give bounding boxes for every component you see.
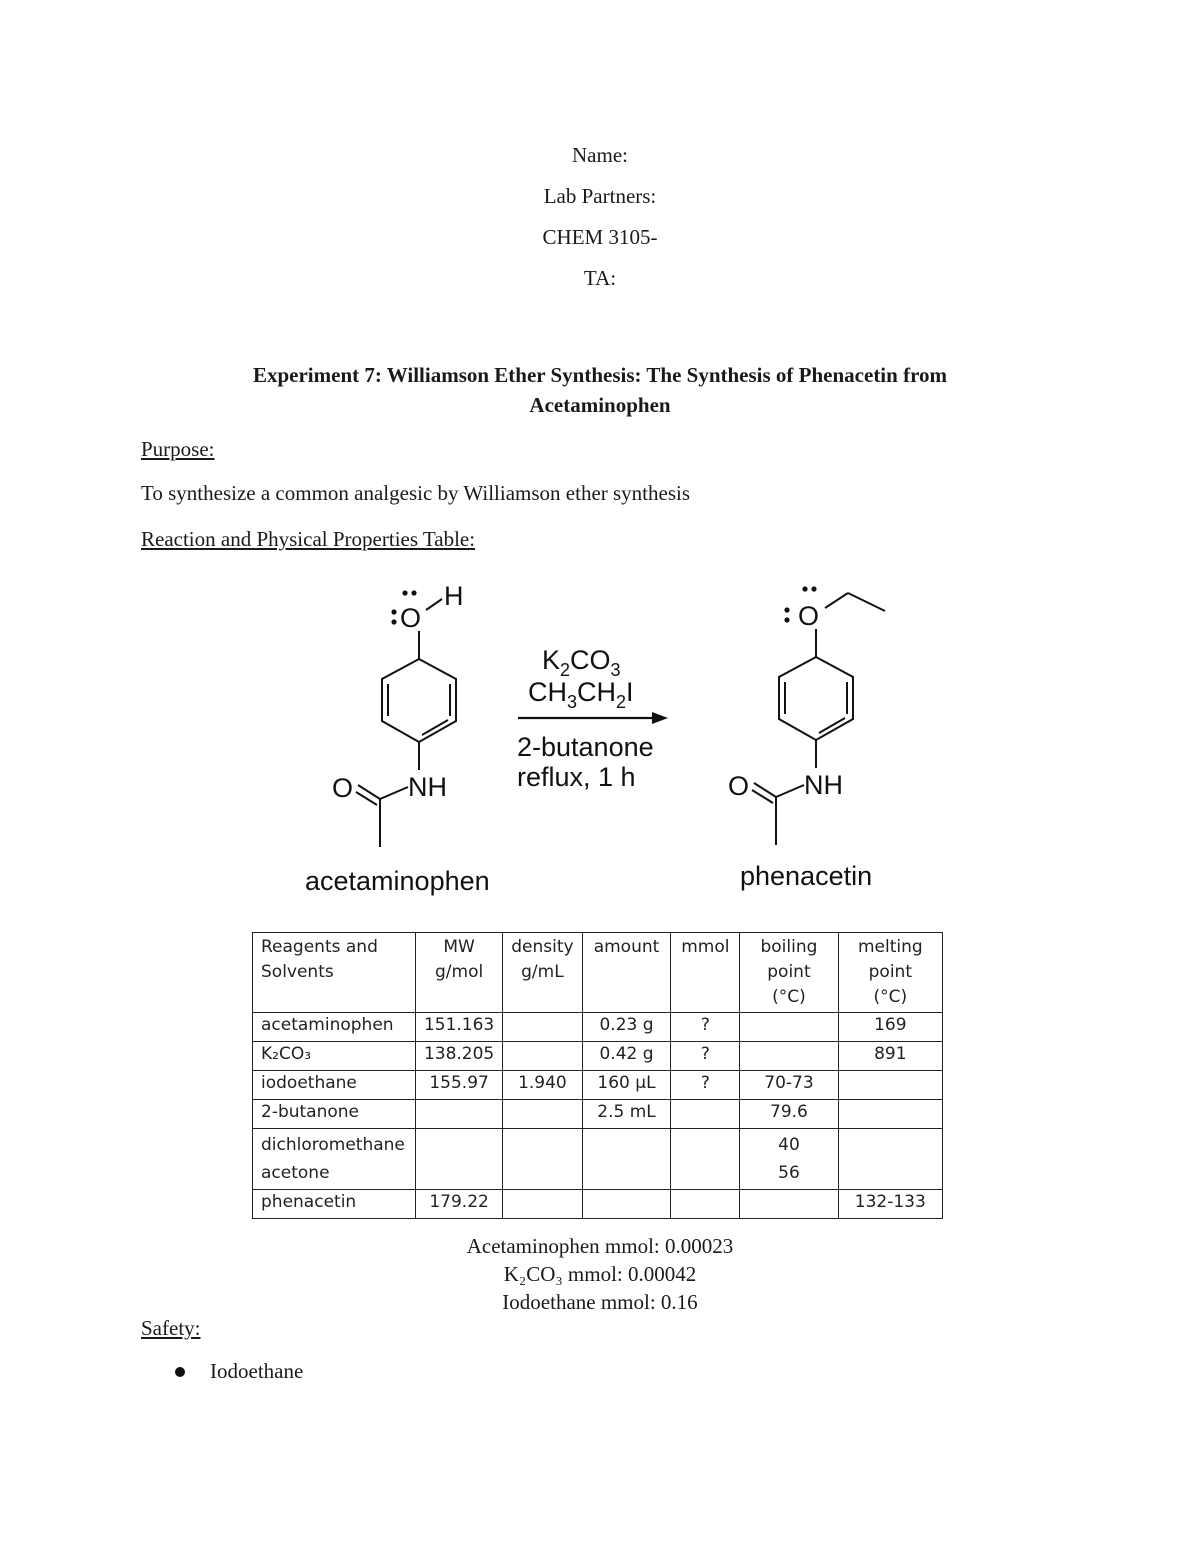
header-melting-point: melting point (°C)	[838, 933, 942, 1013]
table-cell: 132-133	[838, 1190, 942, 1219]
table-cell: ?	[671, 1042, 740, 1071]
table-cell: 1.940	[503, 1071, 582, 1100]
safety-heading: Safety:	[141, 1316, 201, 1340]
table-cell: 160 µL	[582, 1071, 671, 1100]
table-cell	[671, 1190, 740, 1219]
table-cell	[503, 1013, 582, 1042]
header-amount: amount	[582, 933, 671, 1013]
table-cell	[740, 1190, 838, 1219]
reaction-table-heading: Reaction and Physical Properties Table:	[141, 527, 476, 551]
calc-acetaminophen: Acetaminophen mmol: 0.00023	[466, 1234, 734, 1258]
experiment-title	[150, 360, 1050, 420]
table-cell: 70-73	[740, 1071, 838, 1100]
table-cell	[671, 1129, 740, 1190]
table-cell: K₂CO₃	[253, 1042, 416, 1071]
hydrogen-atom: H	[444, 581, 464, 611]
table-cell	[503, 1100, 582, 1129]
conditions-label: reflux, 1 h	[517, 762, 636, 792]
reaction-conditions	[517, 645, 668, 792]
header-mw: MW g/mol	[415, 933, 502, 1013]
course-label: CHEM 3105-	[542, 225, 658, 249]
table-cell: 79.6	[740, 1100, 838, 1129]
table-header-row	[253, 933, 943, 1013]
solvent-label: 2-butanone	[517, 732, 654, 762]
table-row	[253, 1190, 943, 1219]
table-cell: ?	[671, 1013, 740, 1042]
table-cell: 155.97	[415, 1071, 502, 1100]
table-cell	[582, 1190, 671, 1219]
table-row	[253, 1013, 943, 1042]
table-cell	[838, 1129, 942, 1190]
table-cell: 0.42 g	[582, 1042, 671, 1071]
table-cell: dichloromethane acetone	[253, 1129, 416, 1190]
table-row	[253, 1071, 943, 1100]
safety-item: Iodoethane	[210, 1359, 304, 1383]
svg-text:K2CO3: $K_2CO_3$	[542, 645, 621, 680]
amine-group: NH	[408, 772, 447, 802]
table-row	[253, 1129, 943, 1190]
carbonyl-oxygen: O	[332, 773, 354, 803]
acetaminophen-structure	[305, 581, 490, 896]
calc-k2co3: K₂CO₃ mmol: 0.00042	[503, 1262, 697, 1286]
table-cell	[838, 1071, 942, 1100]
table-cell	[415, 1129, 502, 1190]
name-field-label: Name:	[572, 143, 628, 167]
table-cell	[582, 1129, 671, 1190]
table-cell: 2.5 mL	[582, 1100, 671, 1129]
ta-label: TA:	[583, 266, 617, 290]
table-cell: ?	[671, 1071, 740, 1100]
header-mmol: mmol	[671, 933, 740, 1013]
header-density: density g/mL	[503, 933, 582, 1013]
table-cell	[740, 1042, 838, 1071]
bullet-icon	[175, 1367, 185, 1377]
table-cell: acetaminophen	[253, 1013, 416, 1042]
svg-text:CH3CH2I: $CH_3CH_2I$	[528, 677, 634, 712]
table-cell: 169	[838, 1013, 942, 1042]
table-cell: 151.163	[415, 1013, 502, 1042]
phenacetin-label: phenacetin	[740, 861, 873, 891]
acetaminophen-label: acetaminophen	[305, 866, 490, 896]
table-cell: 40 56	[740, 1129, 838, 1190]
table-cell: 891	[838, 1042, 942, 1071]
lab-partners-label: Lab Partners:	[543, 184, 657, 208]
phenacetin-structure	[728, 586, 885, 891]
svg-text:O: O	[728, 771, 750, 801]
table-cell	[740, 1013, 838, 1042]
table-cell	[838, 1100, 942, 1129]
calc-iodoethane: Iodoethane mmol: 0.16	[502, 1290, 698, 1314]
oxygen-atom: O	[400, 603, 422, 633]
properties-table	[252, 932, 943, 1219]
table-cell: phenacetin	[253, 1190, 416, 1219]
svg-text:O: O	[798, 601, 820, 631]
header-reagents: Reagents and Solvents	[253, 933, 416, 1013]
purpose-text: To synthesize a common analgesic by Williamson ether synthesis	[141, 481, 691, 505]
reaction-scheme	[290, 575, 930, 905]
table-cell: 0.23 g	[582, 1013, 671, 1042]
table-row	[253, 1042, 943, 1071]
purpose-heading: Purpose:	[141, 437, 215, 461]
table-cell	[503, 1042, 582, 1071]
title-line-2: Acetaminophen	[529, 393, 671, 417]
table-cell: 179.22	[415, 1190, 502, 1219]
table-cell	[503, 1190, 582, 1219]
svg-text:NH: NH	[804, 770, 843, 800]
table-cell: 138.205	[415, 1042, 502, 1071]
title-line-1: Experiment 7: Williamson Ether Synthesis: The Synthesis of Phenacetin from	[252, 363, 947, 387]
table-cell: 2-butanone	[253, 1100, 416, 1129]
table-cell	[415, 1100, 502, 1129]
table-cell	[503, 1129, 582, 1190]
header-boiling-point: boiling point (°C)	[740, 933, 838, 1013]
table-row	[253, 1100, 943, 1129]
table-cell: iodoethane	[253, 1071, 416, 1100]
table-cell	[671, 1100, 740, 1129]
